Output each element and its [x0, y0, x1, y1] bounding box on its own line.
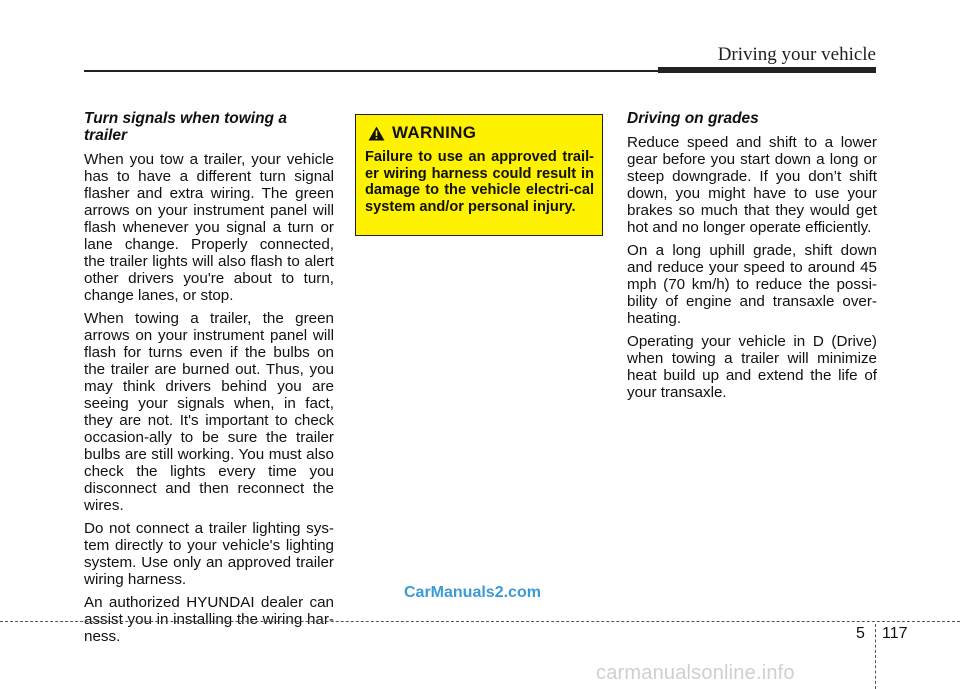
page-number: 117 [882, 625, 908, 642]
page-number-divider [875, 624, 876, 689]
paragraph: When towing a trailer, the green arrows on your instrument panel will flash for turns even if the bulbs on the trailer are burned out. Thus, you may think drivers behind you are seeing your signals when, in fact, they are not. It's important to check occasion-ally to be sure the trailer bulbs are still working. You must also check the lights every time you disconnect and then reconnect the wires. [84, 310, 334, 514]
paragraph: On a long uphill grade, shift down and reduce your speed to around 45 mph (70 km/h) to reduce the possi-bility of engine and transaxle over-heating. [627, 242, 877, 327]
footer-rule [0, 621, 960, 622]
right-column [627, 110, 877, 407]
warning-text: Failure to use an approved trail-er wiring harness could result in damage to the vehicle electri-cal system and/or personal injury. [365, 149, 594, 215]
warning-triangle-icon [368, 126, 385, 141]
paragraph: Reduce speed and shift to a lower gear before you start down a long or steep downgrade. If you don’t shift down, you might have to use your brakes so much that they would get hot and no longer operate efficiently. [627, 134, 877, 236]
section-number: 5 [856, 625, 865, 642]
left-column [84, 110, 334, 651]
chapter-title: Driving your vehicle [717, 44, 876, 65]
paragraph: An authorized HYUNDAI dealer can assist you in installing the wiring har-ness. [84, 594, 334, 645]
warning-header [368, 123, 594, 143]
section-heading-turn-signals: Turn signals when towing a trailer [84, 110, 287, 144]
paragraph: Do not connect a trailer lighting sys-tem directly to your vehicle's lighting system. Use only an approved trailer wiring harness. [84, 520, 334, 588]
footer-watermark-link[interactable]: carmanualsonline.info [596, 662, 795, 684]
watermark-link[interactable]: CarManuals2.com [404, 584, 541, 601]
section-heading-grades: Driving on grades [627, 110, 759, 127]
header-rule-accent [658, 67, 876, 73]
warning-box [355, 114, 603, 236]
paragraph: When you tow a trailer, your vehicle has to have a different turn signal flasher and extra wiring. The green arrows on your instrument panel will flash whenever you signal a turn or lane change. Properly connected, the trailer lights will also flash to alert other drivers you're about to turn, change lanes, or stop. [84, 151, 334, 304]
warning-title: WARNING [392, 123, 477, 142]
paragraph: Operating your vehicle in D (Drive) when towing a trailer will minimize heat build up and extend the life of your transaxle. [627, 333, 877, 401]
